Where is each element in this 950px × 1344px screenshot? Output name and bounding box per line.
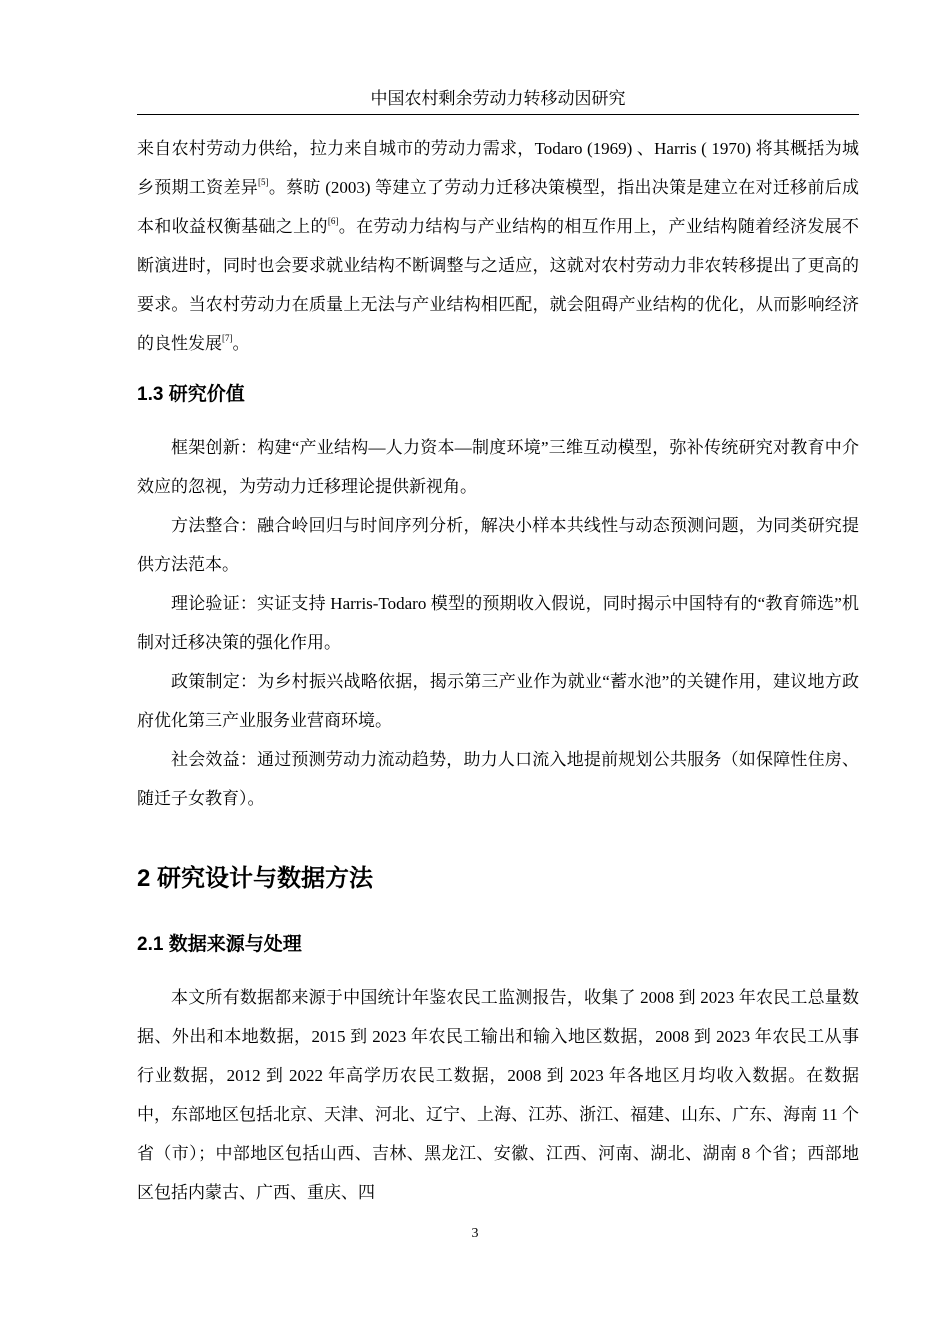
citation-5: [5] (258, 177, 269, 188)
section-heading-2-1: 2.1 数据来源与处理 (137, 934, 302, 955)
page-header-title: 中国农村剩余劳动力转移动因研究 (370, 89, 626, 108)
citation-7: [7] (222, 333, 233, 344)
citation-6: [6] (327, 216, 339, 227)
section-heading-1-3: 1.3 研究价值 (137, 384, 245, 405)
section-2-1-heading-wrap (137, 932, 859, 958)
chapter-heading-2: 2 研究设计与数据方法 (137, 865, 374, 892)
intro-text-3: 。在劳动力结构与产业结构的相互作用上，产业结构随着经济发展不断演进时，同时也会要求就业结构不断调整与之适应，这就对农村劳动力非农转移提出了更高的要求。当农村劳动力在质量上无法与产业结构相匹配，就会阻碍产业结构的优化，从而影响经济的良性发展 (137, 217, 859, 353)
section-1-3-body (137, 428, 859, 818)
header-divider (137, 114, 859, 115)
intro-text-2: 。蔡昉 (2003) 等建立了劳动力迁移决策模型，指出决策是建立在对迁移前后成本和收益权衡基础之上的 (137, 178, 859, 236)
intro-text-1: 来自农村劳动力供给，拉力来自城市的劳动力需求，Todaro (1969) 、Harris ( 1970) 将其概括为城乡预期工资差异 (137, 139, 859, 197)
data-source-paragraph: 本文所有数据都来源于中国统计年鉴农民工监测报告，收集了 2008 到 2023 年农民工总量数据、外出和本地数据，2015 到 2023 年农民工输出和输入地区数据，2008 到 2023 年农民工从事行业数据，2012 到 2022 年高学历农民工数据，2008 到 2023 年各地区月均收入数据。在数据中，东部地区包括北京、天津、河北、辽宁、上海、江苏、浙江、福建、山东、广东、海南 11 个省（市）；中部地区包括山西、吉林、黑龙江、安徽、江西、河南、湖北、湖南 8 个省；西部地区包括内蒙古、广西、重庆、四 (137, 988, 859, 1202)
section-2-1-body (137, 978, 859, 1212)
value-paragraph-method: 方法整合：融合岭回归与时间序列分析，解决小样本共线性与动态预测问题，为同类研究提供方法范本。 (137, 516, 859, 574)
intro-continuation (137, 129, 859, 363)
value-paragraph-framework: 框架创新：构建“产业结构—人力资本—制度环境”三维互动模型，弥补传统研究对教育中介效应的忽视，为劳动力迁移理论提供新视角。 (137, 438, 859, 496)
value-paragraph-policy: 政策制定：为乡村振兴战略依据，揭示第三产业作为就业“蓄水池”的关键作用，建议地方政府优化第三产业服务业营商环境。 (137, 672, 859, 730)
intro-paragraph (137, 129, 859, 363)
page-number: 3 (471, 1226, 479, 1241)
value-paragraph-theory: 理论验证：实证支持 Harris-Todaro 模型的预期收入假说，同时揭示中国特有的“教育筛选”机制对迁移决策的强化作用。 (137, 594, 859, 652)
intro-text-4: 。 (232, 334, 250, 353)
value-paragraph-social: 社会效益：通过预测劳动力流动趋势，助力人口流入地提前规划公共服务（如保障性住房、随迁子女教育）。 (137, 750, 859, 808)
section-1-3-heading-wrap (137, 382, 859, 408)
section-2-heading-wrap (137, 863, 859, 895)
